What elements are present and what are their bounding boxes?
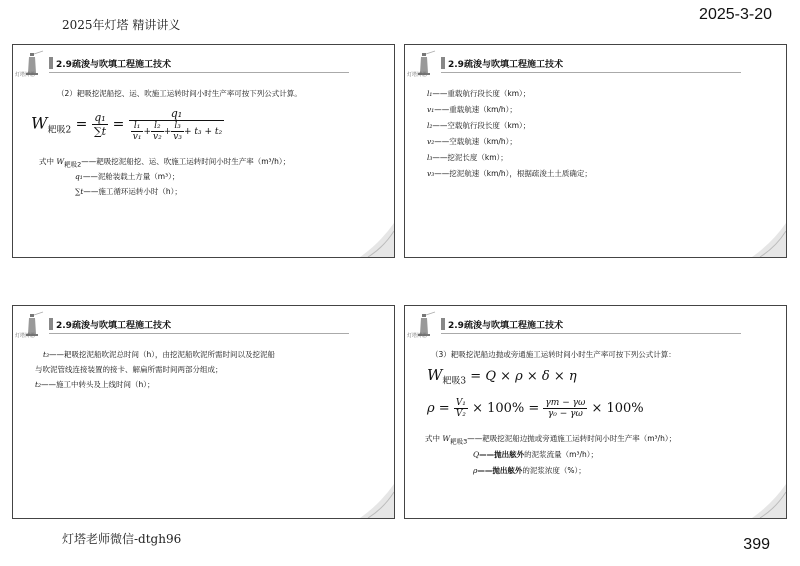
formula-w2: $W_{耙吸2}$ = $\frac{\text{q₁}}{\sum t}$ = q₁ $\frac{\text{l₁}}{\text{v₁}}$ + $\frac{\text{l₂}}{\text{v₂}}$ + $\frac{\text{l₃}}{\text{v₃}}$ + t₃ + t₂ (31, 107, 223, 142)
intro-text: （3）耙吸挖泥船边抛或旁通施工运转时间小时生产率可按下列公式计算： (431, 350, 676, 359)
formula-rho: ρ = $\frac{\text{V₁}}{\text{V₂}}$ × 100% = $\frac{\gamma m - \gamma\omega}{\text{γ₀ − γω}}$ × 100% (427, 398, 644, 419)
logo-text: 灯塔博思 (407, 72, 428, 78)
definition-v2: v₂——空载航速（km/h）； (427, 137, 517, 146)
definition-l3: l₃——挖泥长度（km）； (427, 153, 508, 162)
definition-v3: v₃——挖泥航速（km/h），根据疏浚土土质确定； (427, 169, 592, 178)
definition-q: Q——抛出舷外的泥浆流量（m³/h）； (473, 450, 598, 459)
page-number: 399 (743, 536, 770, 553)
slide-title: 2.9疏浚与吹填工程施工技术 (56, 321, 171, 331)
definition-l1: l₁——重载航行段长度（km）； (427, 89, 531, 98)
page-curl-decoration (752, 223, 786, 257)
title-divider (49, 333, 349, 334)
definition-t2: t₂——施工中转头及上线时间（h）； (35, 380, 155, 389)
definition-w: 式中 $W_{耙吸2}——$耙吸挖泥船挖、运、吹施工运转时间小时生产率（m³/h）； (39, 157, 291, 169)
page-curl-decoration (360, 223, 394, 257)
definition-l2: l₂——空载航行段长度（km）； (427, 121, 531, 130)
slide-2 (404, 44, 787, 258)
definition-q1: q₁——泥舱装载土方量（m³）； (75, 172, 180, 181)
definition-t3-line2: 与吹泥管线连接装置的接卡、解扁所需时间两部分组成； (35, 365, 223, 374)
logo-text: 灯塔博思 (15, 333, 36, 339)
definition-w3: 式中 $W_{耙吸3}——$耙吸挖泥船边抛或旁通施工运转时间小时生产率（m³/h）； (425, 434, 677, 446)
definition-sum-t: ∑t——施工循环运转小时（h）； (75, 187, 182, 196)
logo-text: 灯塔博思 (15, 72, 36, 78)
page-curl-decoration (752, 484, 786, 518)
definition-v1: v₁——重载航速（km/h）； (427, 105, 517, 114)
slide-title: 2.9疏浚与吹填工程施工技术 (56, 60, 171, 70)
definition-t3-line1: t₃——耙吸挖泥船吹泥总时间（h），由挖泥船吹泥所需时间以及挖泥船 (43, 350, 276, 359)
slide-title: 2.9疏浚与吹填工程施工技术 (448, 321, 563, 331)
header-title: 2025年灯塔 精讲讲义 (62, 18, 181, 32)
slide-3 (12, 305, 395, 519)
logo-text: 灯塔博思 (407, 333, 428, 339)
slide-1 (12, 44, 395, 258)
intro-text: （2）耙吸挖泥船挖、运、吹施工运转时间小时生产率可按下列公式计算。 (57, 89, 302, 98)
title-divider (49, 72, 349, 73)
footer-contact: 灯塔老师微信-dtgh96 (62, 532, 182, 546)
definition-rho: ρ——抛出舷外的泥浆浓度（%）； (473, 466, 586, 475)
title-divider (441, 72, 741, 73)
slide-title: 2.9疏浚与吹填工程施工技术 (448, 60, 563, 70)
slide-4 (404, 305, 787, 519)
title-divider (441, 333, 741, 334)
header-date: 2025-3-20 (699, 6, 772, 23)
formula-w3: $W_{耙吸3} = Q \times \rho \times \delta \times \eta$ (427, 366, 577, 387)
page-curl-decoration (360, 484, 394, 518)
